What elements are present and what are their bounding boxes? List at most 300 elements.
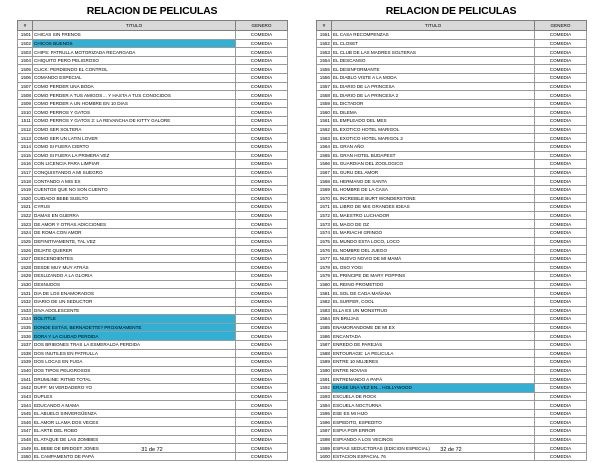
row-number: 1565 [317,151,332,160]
row-genre: COMEDIA [535,280,587,289]
row-title: ESPIANDO A LOS VECINOS [332,435,535,444]
row-title: EL PRINCIPE DE MARY POPPINS [332,272,535,281]
table-row-highlighted [18,39,288,48]
row-title: CYRUS [33,203,236,212]
row-genre: COMEDIA [535,349,587,358]
row-number: 1523 [18,220,33,229]
row-genre: COMEDIA [236,74,288,83]
row-genre: COMEDIA [236,168,288,177]
row-title: CLICK: PERDIENDO EL CONTROL [33,65,236,74]
table-row [18,237,288,246]
table-row [18,48,288,57]
table-row [18,435,288,444]
row-number: 1568 [317,177,332,186]
row-number: 1591 [317,375,332,384]
row-number: 1528 [18,263,33,272]
header-title: TITULO [33,21,236,31]
table-row [317,151,587,160]
table-row [18,272,288,281]
row-genre: COMEDIA [236,48,288,57]
row-number: 1543 [18,392,33,401]
table-row [18,99,288,108]
row-genre: COMEDIA [535,185,587,194]
row-genre: COMEDIA [535,435,587,444]
row-title: DRUMLINE: RITMO TOTAL [33,375,236,384]
row-title: DOS TIPOS PELIGROSOS [33,366,236,375]
table-row [18,263,288,272]
table-row [18,56,288,65]
row-genre: COMEDIA [236,272,288,281]
row-number: 1541 [18,375,33,384]
row-number: 1572 [317,211,332,220]
row-number: 1506 [18,74,33,83]
table-row [18,117,288,126]
row-title: ELLA ES UN MONSTRUO [332,306,535,315]
row-number: 1537 [18,340,33,349]
row-title: DIARIO DE UN SEDUCTOR [33,297,236,306]
page-left [17,0,287,461]
row-number: 1546 [18,418,33,427]
row-title: EL ATAQUE DE LAS ZOMBIES [33,435,236,444]
row-genre: COMEDIA [535,91,587,100]
table-row [18,409,288,418]
row-genre: COMEDIA [236,315,288,324]
row-number: 1521 [18,203,33,212]
row-genre: COMEDIA [535,151,587,160]
table-row [18,160,288,169]
table-row [317,323,587,332]
table-row [317,160,587,169]
table-row [18,185,288,194]
row-genre: COMEDIA [236,323,288,332]
row-title: DOLITTLE [33,315,236,324]
row-genre: COMEDIA [236,332,288,341]
row-title: COMANDO ESPECIAL [33,74,236,83]
row-title: EL DIARIO DE LA PRINCESA [332,82,535,91]
row-genre: COMEDIA [535,142,587,151]
row-number: 1582 [317,297,332,306]
row-title: EL INCREIBLE BURT WONDERSTONE [332,194,535,203]
table-row [18,211,288,220]
row-number: 1519 [18,185,33,194]
row-number: 1567 [317,168,332,177]
row-number: 1552 [317,39,332,48]
table-row [18,306,288,315]
row-number: 1538 [18,349,33,358]
header-title: TITULO [332,21,535,31]
row-genre: COMEDIA [535,39,587,48]
row-number: 1518 [18,177,33,186]
row-title: EL OSO YOGI [332,263,535,272]
row-title: ESPIA POR ERROR [332,427,535,436]
row-title: EL DICTADOR [332,99,535,108]
row-genre: COMEDIA [535,306,587,315]
row-genre: COMEDIA [236,99,288,108]
row-title: ENTRE 10 MUJERES [332,358,535,367]
row-number: 1581 [317,289,332,298]
row-title: EL LIBRO DE MIS GRANDES IDEAS [332,203,535,212]
row-genre: COMEDIA [535,297,587,306]
row-title: EL REINO PROMETIDO [332,280,535,289]
row-number: 1578 [317,263,332,272]
row-genre: COMEDIA [236,229,288,238]
row-genre: COMEDIA [236,452,288,461]
row-genre: COMEDIA [535,194,587,203]
row-title: EL GUARDIAN DEL ZOOLOGICO [332,160,535,169]
row-genre: COMEDIA [535,117,587,126]
row-number: 1587 [317,340,332,349]
row-genre: COMEDIA [535,246,587,255]
row-genre: COMEDIA [236,194,288,203]
row-genre: COMEDIA [535,375,587,384]
row-genre: COMEDIA [535,65,587,74]
row-title: EL NUEVO NOVIO DE MI MAMÁ [332,254,535,263]
table-row [317,134,587,143]
row-genre: COMEDIA [535,220,587,229]
row-number: 1544 [18,401,33,410]
row-number: 1597 [317,427,332,436]
row-number: 1508 [18,91,33,100]
row-genre: COMEDIA [236,56,288,65]
row-genre: COMEDIA [535,452,587,461]
row-title: EN BRUJAS [332,315,535,324]
row-number: 1535 [18,323,33,332]
row-title: EL MAGO DE OZ [332,220,535,229]
row-number: 1558 [317,91,332,100]
row-genre: COMEDIA [535,392,587,401]
row-genre: COMEDIA [535,254,587,263]
row-title: EL AMOR LLAMA DOS VECES [33,418,236,427]
table-row [317,435,587,444]
movie-table [17,20,288,461]
row-number: 1583 [317,306,332,315]
table-row [18,220,288,229]
row-title: ERASE UNA VEZ EN... HOLLYWOOD [332,383,535,392]
row-genre: COMEDIA [535,125,587,134]
table-row [317,315,587,324]
row-number: 1575 [317,237,332,246]
page-right [316,0,586,461]
table-row [317,31,587,40]
row-title: ESCUELA NOCTURNA [332,401,535,410]
table-row [317,358,587,367]
table-row [317,48,587,57]
table-row [18,151,288,160]
row-title: COMO PERDER A UN HOMBRE EN 10 DIAS [33,99,236,108]
row-genre: COMEDIA [535,211,587,220]
table-row [317,194,587,203]
row-number: 1588 [317,349,332,358]
row-genre: COMEDIA [236,340,288,349]
table-row [317,203,587,212]
row-genre: COMEDIA [535,263,587,272]
row-title: EL NOMBRE DEL JUEGO [332,246,535,255]
row-genre: COMEDIA [535,418,587,427]
row-genre: COMEDIA [535,383,587,392]
table-row [18,254,288,263]
row-number: 1570 [317,194,332,203]
table-row [317,306,587,315]
row-number: 1563 [317,134,332,143]
row-title: COMO PERROS Y GATOS 2: LA REVANCHA DE KITTY GALORE [33,117,236,126]
table-row [317,392,587,401]
row-genre: COMEDIA [236,108,288,117]
row-genre: COMEDIA [535,340,587,349]
row-number: 1514 [18,142,33,151]
row-genre: COMEDIA [236,125,288,134]
row-number: 1503 [18,48,33,57]
row-number: 1595 [317,409,332,418]
row-title: EL DESCANSO [332,56,535,65]
row-genre: COMEDIA [236,444,288,453]
row-title: COMO PERDER UNA BODA [33,82,236,91]
row-title: COMO PERDER A TUS AMIGOS… Y HASTA A TUS CONOCIDOS [33,91,236,100]
table-row [317,211,587,220]
row-title: COMO PERROS Y GATOS [33,108,236,117]
table-row [18,65,288,74]
row-number: 1547 [18,427,33,436]
table-row [317,65,587,74]
row-number: 1564 [317,142,332,151]
row-number: 1577 [317,254,332,263]
row-title: EL EXOTICO HOTEL MARIGOL 2 [332,134,535,143]
row-title: DUFF: MI VERDADERO YO [33,383,236,392]
row-title: EL GRAN HOTEL BUDAPEST [332,151,535,160]
row-title: EL CASA RECOMPENZAS [332,31,535,40]
row-number: 1529 [18,272,33,281]
row-number: 1550 [18,452,33,461]
table-row [317,280,587,289]
row-number: 1562 [317,125,332,134]
table-row [18,280,288,289]
table-row [317,375,587,384]
row-title: EL GRAN AÑO [332,142,535,151]
row-title: ENREDO DE PAREJAS [332,340,535,349]
row-genre: COMEDIA [236,358,288,367]
row-number: 1580 [317,280,332,289]
row-genre: COMEDIA [236,375,288,384]
row-number: 1539 [18,358,33,367]
row-genre: COMEDIA [236,254,288,263]
row-number: 1522 [18,211,33,220]
table-row-highlighted [18,315,288,324]
row-genre: COMEDIA [236,237,288,246]
row-title: EL MAESTRO LUCHADOR [332,211,535,220]
row-number: 1596 [317,418,332,427]
table-row [317,220,587,229]
row-number: 1511 [18,117,33,126]
row-genre: COMEDIA [236,177,288,186]
row-title: EL HOMBRE DE LA CASA [332,185,535,194]
table-row [317,177,587,186]
table-row [18,125,288,134]
row-title: ESPIAS SEDUCTORAS (EDICION ESPECIAL) [332,444,535,453]
row-number: 1548 [18,435,33,444]
table-row [317,272,587,281]
row-genre: COMEDIA [236,142,288,151]
row-title: CUIDADO BEBE SUELTO [33,194,236,203]
row-number: 1517 [18,168,33,177]
row-number: 1553 [317,48,332,57]
row-number: 1545 [18,409,33,418]
row-title: ESTACION ESPACIAL 76 [332,452,535,461]
row-genre: COMEDIA [236,151,288,160]
row-number: 1598 [317,435,332,444]
row-title: EL ABUELO SINVERGÜENZA [33,409,236,418]
row-genre: COMEDIA [535,323,587,332]
row-title: DIVA ADOLESCENTE [33,306,236,315]
row-number: 1593 [317,392,332,401]
table-row [317,237,587,246]
table-row [317,246,587,255]
header-genre: GENERO [236,21,288,31]
row-genre: COMEDIA [535,31,587,40]
row-genre: COMEDIA [535,160,587,169]
row-number: 1590 [317,366,332,375]
row-number: 1532 [18,297,33,306]
row-title: EL MUNDO ESTA LOCO, LOCO [332,237,535,246]
row-genre: COMEDIA [236,306,288,315]
table-row [18,392,288,401]
row-title: EL DIARIO DE LA PRINCESA 2 [332,91,535,100]
row-number: 1592 [317,383,332,392]
page-title: RELACION DE PELICULAS [86,5,218,17]
page-number: 32 de 72 [440,447,462,453]
row-number: 1504 [18,56,33,65]
row-genre: COMEDIA [236,409,288,418]
row-genre: COMEDIA [236,91,288,100]
table-row [317,263,587,272]
row-genre: COMEDIA [535,82,587,91]
row-genre: COMEDIA [236,82,288,91]
row-genre: COMEDIA [236,427,288,436]
row-number: 1585 [317,323,332,332]
row-number: 1501 [18,31,33,40]
row-number: 1542 [18,383,33,392]
table-row [18,194,288,203]
row-genre: COMEDIA [535,315,587,324]
row-number: 1516 [18,160,33,169]
row-title: DIA DE LOS ENAMORADOS [33,289,236,298]
row-number: 1525 [18,237,33,246]
row-genre: COMEDIA [535,168,587,177]
row-number: 1507 [18,82,33,91]
row-number: 1594 [317,401,332,410]
row-genre: COMEDIA [236,39,288,48]
row-genre: COMEDIA [236,65,288,74]
row-genre: COMEDIA [236,263,288,272]
row-title: ENTOURAGE: LA PELICULA [332,349,535,358]
table-row [317,168,587,177]
row-genre: COMEDIA [535,401,587,410]
row-number: 1540 [18,366,33,375]
row-number: 1534 [18,315,33,324]
table-row [317,340,587,349]
row-title: COMO SER UN LATIN LOVER [33,134,236,143]
row-title: EDUCANDO A MAMA [33,401,236,410]
row-title: DAMAS EN GUERRA [33,211,236,220]
row-title: EL DIABLO VISTE A LA MODA [332,74,535,83]
row-title: DESCENDIENTES [33,254,236,263]
row-genre: COMEDIA [535,358,587,367]
row-genre: COMEDIA [236,134,288,143]
table-row [18,289,288,298]
row-genre: COMEDIA [535,332,587,341]
row-title: CUENTOS QUE NO SON CUENTO [33,185,236,194]
row-title: CON LICENCIA PARA LIMPIAR [33,160,236,169]
table-row [18,91,288,100]
table-row [317,409,587,418]
row-number: 1559 [317,99,332,108]
row-number: 1502 [18,39,33,48]
row-genre: COMEDIA [535,203,587,212]
row-number: 1579 [317,272,332,281]
row-genre: COMEDIA [236,117,288,126]
table-row [317,99,587,108]
table-row [317,332,587,341]
table-row [317,185,587,194]
row-number: 1600 [317,452,332,461]
row-genre: COMEDIA [236,160,288,169]
row-number: 1524 [18,229,33,238]
table-row [317,427,587,436]
row-genre: COMEDIA [236,297,288,306]
row-number: 1571 [317,203,332,212]
row-number: 1576 [317,246,332,255]
row-title: DOS LOCAS EN FUGA [33,358,236,367]
row-number: 1515 [18,151,33,160]
row-title: EL DILEMA [332,108,535,117]
row-number: 1513 [18,134,33,143]
table-row [317,254,587,263]
row-title: DOS BRIBONES TRAS LA ESMERALDA PERDIDA [33,340,236,349]
header-genre: GENERO [535,21,587,31]
row-title: DESNUDOS [33,280,236,289]
table-row [18,427,288,436]
row-number: 1526 [18,246,33,255]
row-title: ENTRE NOVIAS [332,366,535,375]
row-title: DE ROMA CON AMOR [33,229,236,238]
row-number: 1574 [317,229,332,238]
row-genre: COMEDIA [535,229,587,238]
row-title: DESDE MUY MUY ATRÁS [33,263,236,272]
row-number: 1584 [317,315,332,324]
row-number: 1586 [317,332,332,341]
row-genre: COMEDIA [236,392,288,401]
row-number: 1549 [18,444,33,453]
row-genre: COMEDIA [236,349,288,358]
row-genre: COMEDIA [535,444,587,453]
table-row [18,349,288,358]
table-header-row [317,21,587,31]
row-title: DE AMOR Y OTRAS ADICCIONES [33,220,236,229]
page-number: 31 de 72 [141,447,163,453]
row-title: CONTANDO A MIS EX [33,177,236,186]
table-row [317,142,587,151]
row-genre: COMEDIA [535,74,587,83]
row-title: CONQUISTANDO A MI SUEGRO [33,168,236,177]
row-title: EL EMPLEADO DEL MES [332,117,535,126]
table-row [317,366,587,375]
row-title: EL SOL DE CADA MAÑANA [332,289,535,298]
table-row [18,297,288,306]
row-title: EL DESINFORMANTE [332,65,535,74]
row-number: 1555 [317,65,332,74]
table-body [317,31,587,461]
row-title: EL EXOTICO HOTEL MARIGOL [332,125,535,134]
row-number: 1554 [317,56,332,65]
row-genre: COMEDIA [236,435,288,444]
